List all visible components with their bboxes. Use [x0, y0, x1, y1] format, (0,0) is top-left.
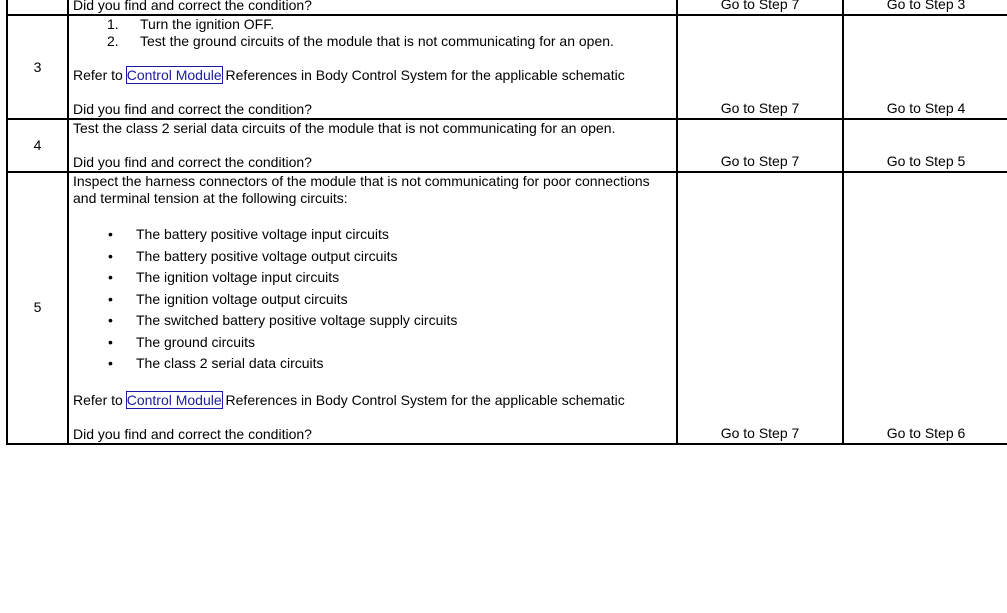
question-text: Did you find and correct the condition? [73, 101, 312, 117]
control-module-link[interactable] [127, 67, 222, 83]
control-module-link[interactable] [127, 392, 222, 408]
list-item-number: 2. [107, 33, 119, 49]
list-item: • The ignition voltage input circuits [73, 267, 672, 289]
list-item: • The battery positive voltage output circuits [73, 246, 672, 268]
list-item [73, 33, 672, 50]
step-number [7, 0, 68, 15]
control-module-link-label[interactable]: Control Module [126, 391, 222, 408]
yes-action: Go to Step 7 [677, 119, 843, 172]
list-item [73, 16, 672, 33]
yes-action: Go to Step 7 [677, 172, 843, 444]
action-cell [68, 172, 677, 444]
no-action: Go to Step 4 [843, 15, 1007, 119]
spacer [73, 375, 672, 392]
control-module-link-label[interactable]: Control Module [126, 67, 222, 83]
list-item-text: Turn the ignition OFF. [140, 16, 275, 32]
question-text: Did you find and correct the condition? [73, 154, 312, 170]
spacer [73, 137, 672, 154]
list-item-number: 1. [107, 16, 119, 32]
action-cell [68, 0, 677, 15]
step-number: 4 [7, 119, 68, 172]
diagnostic-table [6, 0, 1007, 445]
action-steps-list [73, 16, 672, 50]
question-text: Did you find and correct the condition? [73, 0, 312, 13]
reference-prefix: Refer to [73, 391, 123, 408]
table-row-step-3 [7, 15, 1007, 119]
yes-action: Go to Step 7 [677, 15, 843, 119]
table-row-step-4 [7, 119, 1007, 172]
table-row-step-2 [7, 0, 1007, 15]
no-action: Go to Step 3 [843, 0, 1007, 15]
reference-text [73, 392, 672, 409]
step-number: 3 [7, 15, 68, 119]
table-row-step-5 [7, 172, 1007, 444]
circuit-list [73, 224, 672, 375]
action-cell [68, 119, 677, 172]
instruction-text: Test the class 2 serial data circuits of the module that is not communicating for an open. [73, 120, 616, 136]
reference-text [73, 67, 672, 84]
instruction-text: Inspect the harness connectors of the module that is not communicating for poor connections and terminal tension at the following circuits: [73, 173, 650, 206]
yes-action: Go to Step 7 [677, 0, 843, 15]
list-item: • The class 2 serial data circuits [73, 353, 672, 375]
no-action: Go to Step 6 [843, 172, 1007, 444]
list-item: • The ignition voltage output circuits [73, 289, 672, 311]
spacer [73, 207, 672, 224]
action-cell [68, 15, 677, 119]
list-item-text: Test the ground circuits of the module that is not communicating for an open. [140, 33, 614, 49]
spacer [73, 409, 672, 426]
no-action: Go to Step 5 [843, 119, 1007, 172]
spacer [73, 50, 672, 67]
question-text: Did you find and correct the condition? [73, 425, 312, 442]
reference-suffix: References in Body Control System for the applicable schematic [221, 67, 625, 83]
list-item: • The battery positive voltage input circuits [73, 224, 672, 246]
reference-prefix: Refer to [73, 67, 123, 83]
reference-suffix: References in Body Control System for the applicable schematic [221, 391, 625, 408]
spacer [73, 84, 672, 101]
list-item: • The ground circuits [73, 332, 672, 354]
step-number: 5 [7, 172, 68, 444]
list-item: • The switched battery positive voltage supply circuits [73, 310, 672, 332]
